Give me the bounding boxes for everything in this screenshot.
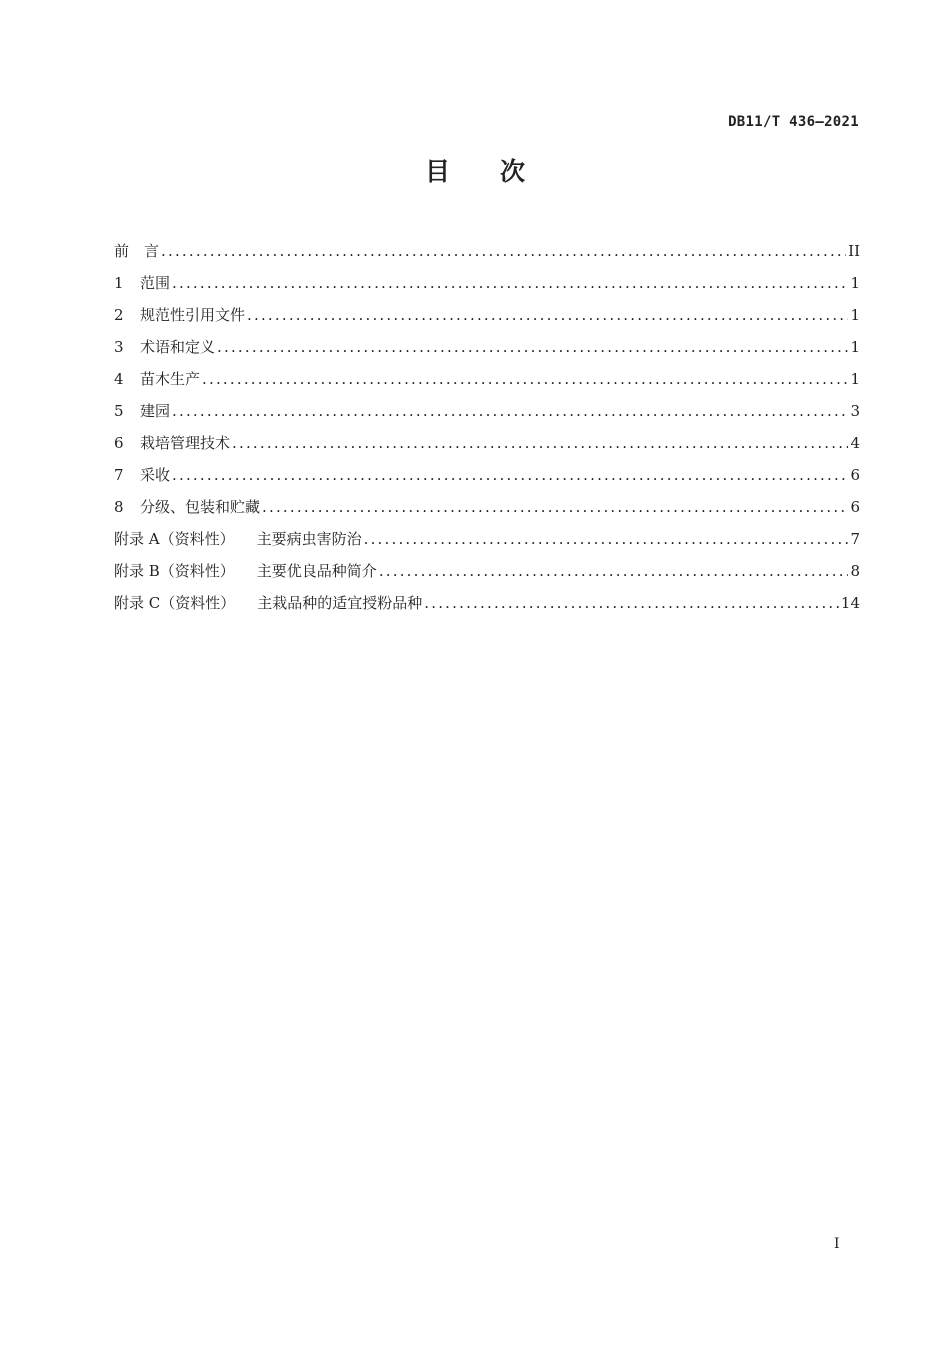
toc-entry-label: 建园 <box>140 402 171 420</box>
toc-entry-label: 前 言 <box>114 242 160 260</box>
document-code: DB11/T 436—2021 <box>728 114 859 130</box>
toc-entry-label <box>114 560 377 581</box>
toc-entry-label: 分级、包装和贮藏 <box>140 498 261 516</box>
toc-entry-3[interactable] <box>114 336 860 368</box>
toc-entry-label <box>114 528 362 549</box>
toc-entry-number: 3 <box>114 338 124 356</box>
toc-leader-dots <box>202 370 848 388</box>
toc-entry-label: 术语和定义 <box>140 338 216 356</box>
toc-leader-dots <box>379 562 848 580</box>
appendix-title: 主要病虫害防治 <box>256 530 362 548</box>
toc-entry-7[interactable] <box>114 464 860 496</box>
toc-entry-number: 8 <box>114 498 124 516</box>
toc-leader-dots <box>364 530 848 548</box>
toc-entry-page: 6 <box>850 498 860 516</box>
toc-leader-dots <box>172 466 848 484</box>
toc-entry-6[interactable] <box>114 432 860 464</box>
toc-leader-dots <box>172 274 848 292</box>
toc-entry-number: 5 <box>114 402 124 420</box>
toc-leader-dots <box>262 498 848 516</box>
toc-entry-2[interactable] <box>114 304 860 336</box>
title-char-1: 目 <box>424 157 450 186</box>
appendix-label: 附录 B（资料性） <box>114 562 235 580</box>
toc-entry-number: 6 <box>114 434 124 452</box>
toc-entry-page: 1 <box>850 306 860 324</box>
toc-entry-page: 1 <box>850 370 860 388</box>
page-number: I <box>834 1236 840 1252</box>
toc-entry-page: 6 <box>850 466 860 484</box>
toc-entry-label: 栽培管理技术 <box>140 434 231 452</box>
toc-leader-dots <box>232 434 848 452</box>
page-title <box>0 152 950 188</box>
toc-entry-page: 7 <box>850 530 860 548</box>
toc-entry-page: 1 <box>850 338 860 356</box>
toc-leader-dots <box>247 306 848 324</box>
toc-entry-4[interactable] <box>114 368 860 400</box>
toc-entry-1[interactable] <box>114 272 860 304</box>
toc-entry-number: 1 <box>114 274 124 292</box>
appendix-label: 附录 A（资料性） <box>114 530 235 548</box>
toc-entry-foreword[interactable] <box>114 240 860 272</box>
toc-entry-appendix-a[interactable] <box>114 528 860 560</box>
toc-leader-dots <box>161 242 846 260</box>
appendix-label: 附录 C（资料性） <box>114 594 236 612</box>
toc-entry-5[interactable] <box>114 400 860 432</box>
toc-entry-page: II <box>848 242 860 260</box>
title-char-2: 次 <box>500 157 526 186</box>
table-of-contents <box>114 240 860 624</box>
toc-entry-number: 7 <box>114 466 124 484</box>
toc-entry-label: 采收 <box>140 466 171 484</box>
toc-leader-dots <box>172 402 848 420</box>
toc-entry-label: 范围 <box>140 274 171 292</box>
toc-entry-page: 4 <box>850 434 860 452</box>
toc-leader-dots <box>217 338 848 356</box>
toc-entry-page: 14 <box>840 594 860 612</box>
toc-entry-appendix-c[interactable] <box>114 592 860 624</box>
toc-leader-dots <box>424 594 839 612</box>
appendix-title: 主栽品种的适宜授粉品种 <box>257 594 423 612</box>
toc-entry-appendix-b[interactable] <box>114 560 860 592</box>
toc-entry-number: 2 <box>114 306 124 324</box>
toc-entry-label: 规范性引用文件 <box>140 306 246 324</box>
toc-entry-page: 1 <box>850 274 860 292</box>
toc-entry-page: 8 <box>850 562 860 580</box>
toc-entry-page: 3 <box>850 402 860 420</box>
toc-entry-label <box>114 592 422 613</box>
appendix-title: 主要优良品种简介 <box>256 562 377 580</box>
toc-entry-label: 苗木生产 <box>140 370 201 388</box>
toc-entry-8[interactable] <box>114 496 860 528</box>
toc-entry-number: 4 <box>114 370 124 388</box>
